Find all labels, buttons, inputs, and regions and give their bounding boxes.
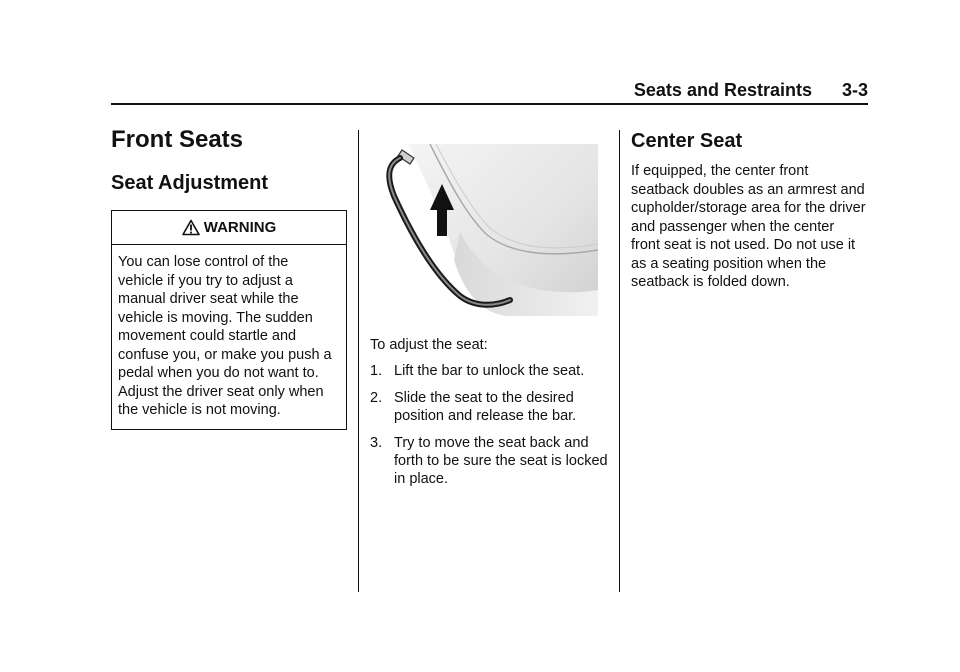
right-column [631, 128, 871, 292]
warning-text [112, 245, 346, 429]
text-line: front seat is not used. Do not use it [631, 237, 856, 253]
step-number: 1. [370, 363, 383, 379]
section-title: Seats and Restraints [633, 80, 812, 100]
step-list [370, 362, 610, 488]
text-line: seatback is folded down. [631, 274, 790, 290]
text-line: If equipped, the center front [631, 163, 809, 179]
warning-line: movement could startle and [118, 328, 297, 344]
step-text: Try to move the seat back and forth to be sure the seat is locked in place. [394, 435, 608, 487]
warning-header [112, 211, 346, 245]
middle-column [370, 140, 610, 497]
step-number: 2. [370, 390, 383, 406]
text-line: seatback doubles as an armrest and [631, 181, 865, 198]
column-divider-1 [358, 130, 359, 592]
list-item [370, 389, 610, 425]
warning-box [111, 210, 347, 430]
intro-text: To adjust the seat: [370, 337, 488, 353]
warning-line: vehicle if you try to adjust a [118, 272, 293, 289]
center-seat-heading: Center Seat [631, 130, 743, 152]
column-divider-2 [619, 130, 620, 592]
warning-line: Adjust the driver seat only when [118, 383, 324, 400]
left-column [111, 124, 347, 430]
warning-line: You can lose control of the [118, 254, 289, 270]
text-line: as a seating position when the [631, 255, 827, 272]
center-seat-text [631, 162, 871, 292]
step-text: Lift the bar to unlock the seat. [394, 363, 585, 379]
warning-line: pedal when you do not want to. [118, 365, 319, 381]
section-heading: Front Seats [111, 126, 244, 153]
page-number: 3-3 [841, 80, 868, 100]
text-line: cupholder/storage area for the driver [631, 200, 866, 216]
warning-triangle-icon [182, 219, 200, 236]
warning-line: the vehicle is not moving. [118, 402, 281, 418]
warning-line: manual driver seat while the [118, 291, 299, 307]
step-text: Slide the seat to the desired position and release the bar. [394, 390, 577, 424]
text-line: and passenger when the center [631, 218, 835, 235]
warning-line: confuse you, or make you push a [118, 346, 332, 363]
subsection-heading: Seat Adjustment [111, 172, 269, 194]
seat-adjustment-bar-illustration [380, 140, 598, 316]
list-item [370, 434, 610, 488]
step-number: 3. [370, 435, 383, 451]
warning-label: WARNING [203, 219, 277, 236]
list-item [370, 362, 610, 380]
header-rule [111, 103, 868, 105]
running-header [634, 80, 868, 101]
warning-line: vehicle is moving. The sudden [118, 309, 313, 326]
